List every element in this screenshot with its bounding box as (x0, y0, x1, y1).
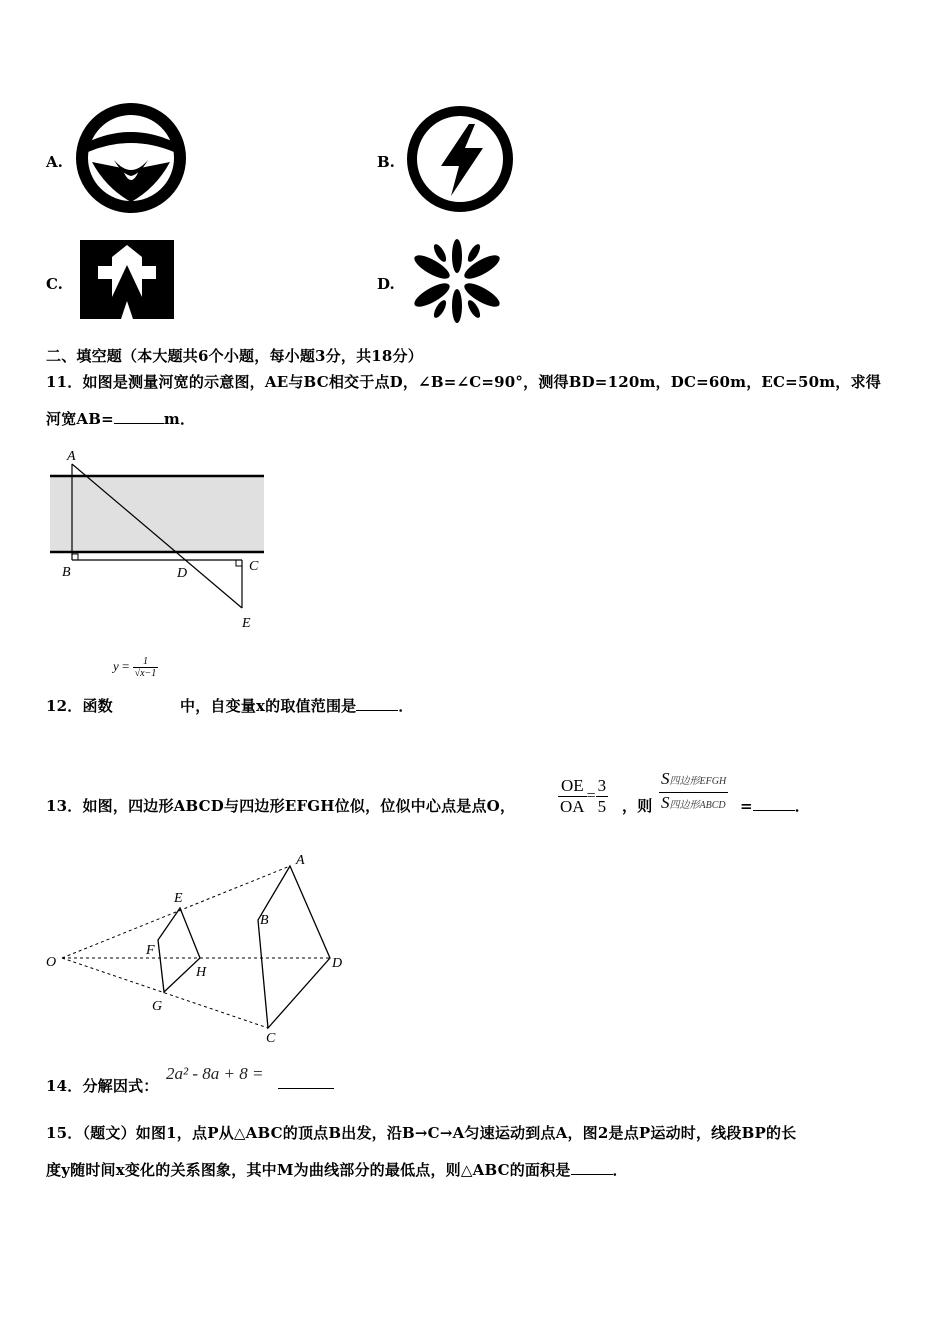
option-c-logo (77, 237, 177, 322)
q15-text-line1: 15．（题文）如图1，点P从△ABC的顶点B出发，沿B→C→A匀速运动到点A，图2是点P运动时，线段BP的长 (46, 1124, 797, 1142)
q12-line (180, 695, 414, 716)
q13-ratio-num: OE (558, 776, 587, 797)
q12-prefix: 12．函数 (46, 697, 113, 715)
option-a-label: A. (46, 153, 63, 171)
q13-s-den: S (661, 793, 670, 812)
q11-answer-line (46, 408, 195, 429)
q13-ratio (558, 776, 608, 817)
option-a-logo (74, 102, 188, 214)
q11-answer-blank[interactable] (114, 409, 164, 424)
q13-val-den: 5 (597, 797, 607, 816)
q13-label-a: A (296, 853, 305, 868)
q12-formula (113, 656, 158, 679)
option-d-label: D. (377, 275, 395, 293)
q11-label-b: B (62, 565, 71, 580)
q14-answer-blank[interactable] (278, 1074, 334, 1089)
q13-sub-num: 四边形EFGH (669, 776, 727, 787)
q13-val-num: 3 (597, 776, 607, 795)
q12-end: ． (398, 697, 414, 715)
option-d-logo (405, 238, 509, 324)
q11-figure (44, 446, 274, 632)
q13-label-g: G (152, 999, 163, 1014)
q15-text-line2: 度y随时间x变化的关系图象，其中M为曲线部分的最低点，则△ABC的面积是 (46, 1161, 571, 1179)
section-heading: 二、填空题（本大题共6个小题，每小题3分，共18分） (46, 347, 423, 365)
q13-prefix: 13．如图，四边形ABCD与四边形EFGH位似，位似中心点是点O， (46, 797, 516, 815)
q13-sub-den: 四边形ABCD (669, 800, 726, 811)
q14-prefix: 14．分解因式： (46, 1077, 159, 1095)
q13-ratio-den: OA (560, 797, 585, 816)
option-b-label: B. (377, 153, 395, 171)
q13-s-num: S (661, 769, 670, 788)
q11-label-a: A (67, 449, 76, 464)
q11-label-c: C (249, 559, 259, 574)
q13-label-c: C (266, 1031, 276, 1046)
q13-label-f: F (146, 943, 155, 958)
q11-answer-suffix: m． (163, 410, 196, 428)
q13-answer-blank[interactable] (753, 796, 795, 811)
q13-label-o: O (46, 955, 57, 970)
q13-eq: = (740, 797, 753, 815)
q13-label-d: D (332, 956, 343, 971)
q15-line2 (46, 1159, 628, 1180)
q13-then: ，则 (622, 797, 653, 815)
q13-area-fraction (659, 769, 728, 816)
q13-label-b: B (260, 913, 269, 928)
q13-ratio-eq: = (586, 787, 596, 805)
q12-answer-blank[interactable] (356, 696, 398, 711)
q11-text: 11．如图是测量河宽的示意图，AE与BC相交于点D，∠B=∠C=90°，测得BD=120m，DC=60m，EC=50m，求得 (46, 373, 881, 391)
q12-formula-den: √x−1 (134, 668, 157, 679)
q14-expression: 2a² - 8a + 8 = (166, 1064, 264, 1083)
q12-formula-eq: = (122, 658, 130, 674)
option-c-label: C. (46, 275, 63, 293)
q11-label-e: E (242, 616, 251, 631)
q13-answer-line (740, 795, 810, 816)
q13-end: ． (794, 797, 810, 815)
q11-answer-prefix: 河宽AB= (46, 410, 114, 428)
q15-end: ． (612, 1161, 628, 1179)
q13-figure (40, 850, 350, 1046)
q12-formula-lhs: y (113, 658, 119, 674)
q15-answer-blank[interactable] (571, 1160, 613, 1175)
q13-label-e: E (174, 891, 183, 906)
q12-suffix: 中，自变量x的取值范围是 (180, 697, 357, 715)
q12-formula-num: 1 (133, 656, 159, 668)
q11-label-d: D (177, 566, 188, 581)
q13-label-h: H (196, 965, 207, 980)
option-b-logo (403, 102, 517, 216)
